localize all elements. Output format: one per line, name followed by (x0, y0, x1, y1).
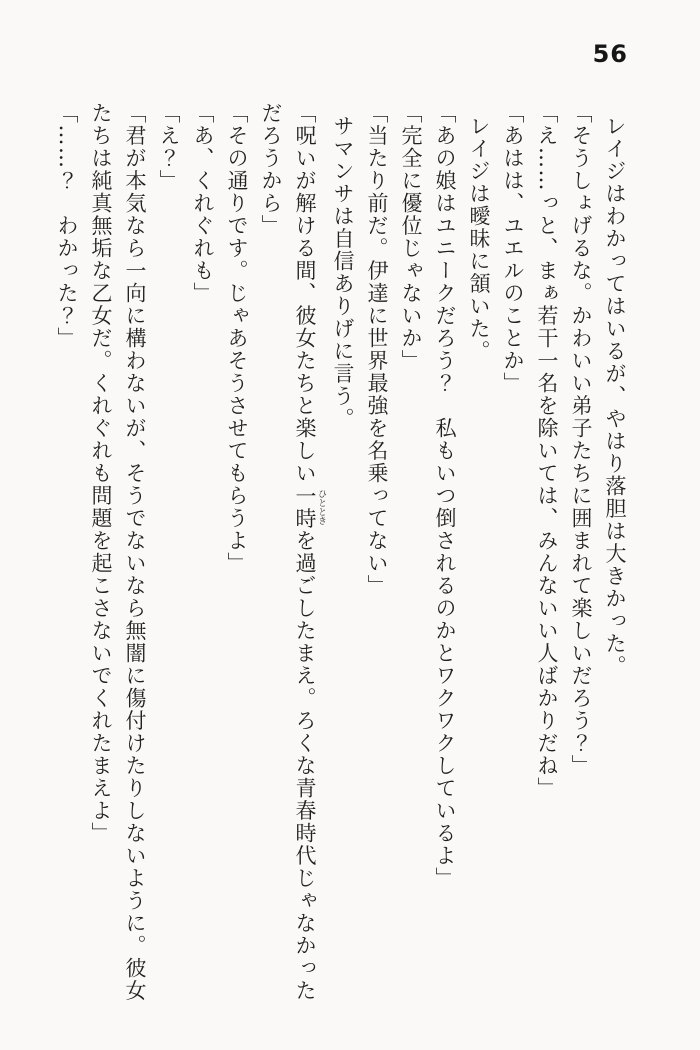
text-column-15 (118, 102, 152, 1007)
text-column-2 (564, 102, 598, 1007)
text-block (50, 102, 632, 1007)
text-run: 「完全に優位じゃないか」 (399, 102, 423, 372)
text-column-8 (360, 102, 394, 1007)
text-column-1 (598, 102, 632, 1007)
text-run: 「……？ わかった？」 (55, 102, 79, 350)
ruby-reading: ひととき (316, 484, 326, 530)
text-run: 「え……っと、まぁ若干一名を除いては、みんないい人ばかりだね」 (535, 102, 559, 800)
text-column-7 (394, 102, 428, 1007)
text-column-11 (254, 102, 288, 1007)
text-run: レイジは曖昧に頷いた。 (467, 115, 491, 363)
text-run: 「君が本気なら一向に構わないが、そうでないなら無闇に傷付けたりしないように。彼女 (123, 102, 147, 1002)
text-run: 「あ、くれぐれも」 (191, 102, 215, 305)
text-column-17 (50, 102, 84, 1007)
text-run: 「そうしょげるな。かわいい弟子たちに囲まれて楽しいだろう？」 (569, 102, 593, 777)
text-run: 「当たり前だ。伊達に世界最強を名乗ってない」 (365, 102, 389, 597)
text-column-16 (84, 102, 118, 1007)
text-column-9 (326, 102, 360, 1007)
text-column-14 (152, 102, 186, 1007)
text-run: 「あはは、ユエルのことか」 (501, 102, 525, 395)
text-column-6 (428, 102, 462, 1007)
text-run: 「その通りです。じゃあそうさせてもらうよ」 (225, 102, 249, 575)
text-run: 「呪いが解ける間、彼女たちと楽しい (293, 102, 317, 485)
text-run: を過ごしたまえ。ろくな青春時代じゃなかった (293, 529, 317, 1002)
text-column-13 (186, 102, 220, 1007)
text-run: サマンサは自信ありげに言う。 (331, 115, 355, 430)
text-run: たちは純真無垢な乙女だ。くれぐれも問題を起こさないでくれたまえよ」 (89, 102, 113, 845)
text-run: だろうから」 (259, 102, 283, 237)
text-run: 「あの娘はユニークだろう？ 私もいつ倒されるのかとワクワクしているよ」 (433, 102, 457, 890)
text-column-3 (530, 102, 564, 1007)
ruby-hitotoki (293, 484, 326, 530)
text-column-4 (496, 102, 530, 1007)
ruby-base: 一時 (293, 484, 317, 530)
page-number: 56 (592, 40, 628, 68)
text-column-5 (462, 102, 496, 1007)
text-column-12 (220, 102, 254, 1007)
text-run: レイジはわかってはいるが、やはり落胆は大きかった。 (603, 115, 627, 678)
text-column-10 (288, 102, 326, 1007)
text-run: 「え？」 (157, 102, 181, 192)
